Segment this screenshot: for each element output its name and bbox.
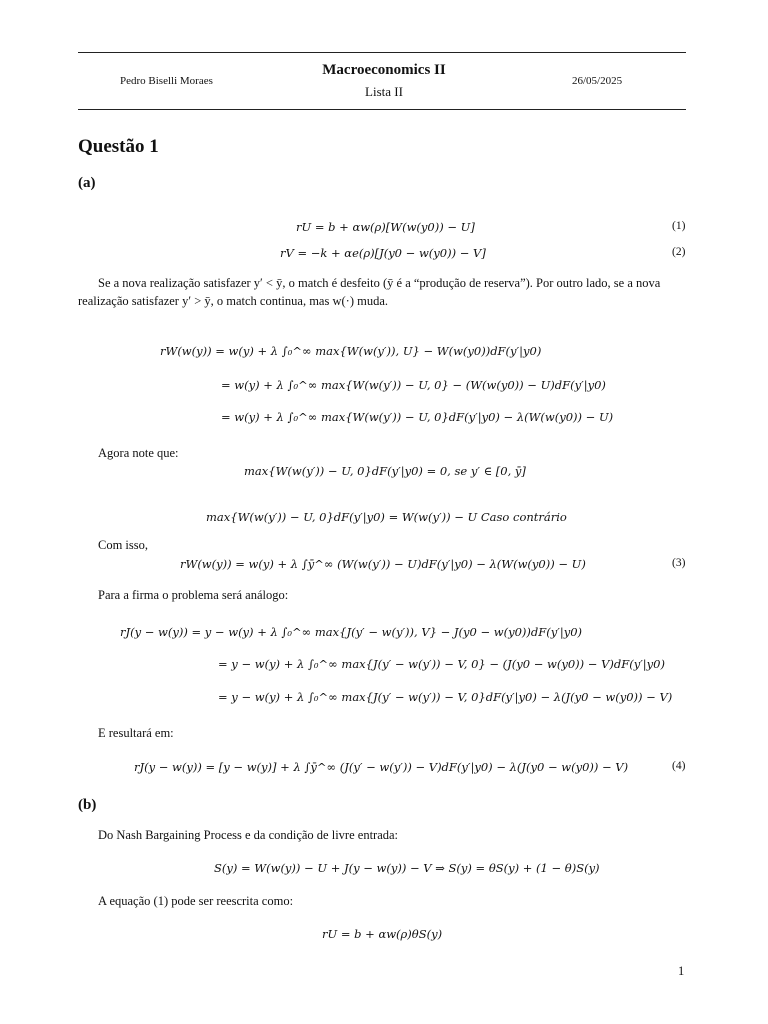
header-author: Pedro Biselli Moraes bbox=[120, 75, 213, 87]
equation-4: rJ(y − w(y)) = [y − w(y)] + λ ∫ȳ^∞ (J(y′ − w(y′)) − V)dF(y′|y0) − λ(J(y0 − w(y0)) − V) bbox=[134, 760, 629, 774]
j-equation-line-3: = y − w(y) + λ ∫₀^∞ max{J(y′ − w(y′)) − V, 0}dF(y′|y0) − λ(J(y0 − w(y0)) − V) bbox=[218, 690, 673, 704]
j-equation-line-1: rJ(y − w(y)) = y − w(y) + λ ∫₀^∞ max{J(y′ − w(y′)), V} − J(y0 − w(y0))dF(y′|y0) bbox=[120, 625, 582, 639]
w-equation-line-3: = w(y) + λ ∫₀^∞ max{W(w(y′)) − U, 0}dF(y′|y0) − λ(W(w(y0)) − U) bbox=[221, 410, 614, 424]
section-title: Questão 1 bbox=[78, 136, 159, 157]
nash-text: Do Nash Bargaining Process e da condição de livre entrada: bbox=[98, 828, 399, 842]
resultara-text: E resultará em: bbox=[98, 726, 174, 740]
nash-equation: S(y) = W(w(y)) − U + J(y − w(y)) − V ⇒ S(y) = θS(y) + (1 − θ)S(y) bbox=[214, 861, 600, 875]
note-text: Agora note que: bbox=[98, 446, 179, 460]
j-equation-line-2: = y − w(y) + λ ∫₀^∞ max{J(y′ − w(y′)) − V, 0} − (J(y0 − w(y0)) − V)dF(y′|y0) bbox=[218, 657, 665, 671]
w-equation-line-2: = w(y) + λ ∫₀^∞ max{W(w(y′)) − U, 0} − (W(w(y0)) − U)dF(y′|y0) bbox=[221, 378, 606, 392]
page-number: 1 bbox=[678, 964, 685, 978]
firm-text: Para a firma o problema será análogo: bbox=[98, 588, 289, 602]
note-equation-2: max{W(w(y′)) − U, 0}dF(y′|y0) = W(w(y′)) − U Caso contrário bbox=[206, 510, 567, 524]
equation-3-number: (3) bbox=[672, 557, 686, 569]
equation-4-number: (4) bbox=[672, 760, 686, 772]
w-equation-line-1: rW(w(y)) = w(y) + λ ∫₀^∞ max{W(w(y′)), U} − W(w(y0))dF(y′|y0) bbox=[160, 344, 542, 358]
paragraph-line-2: realização satisfazer y′ > ȳ, o match continua, mas w(·) muda. bbox=[78, 294, 389, 308]
equation-2-number: (2) bbox=[672, 246, 686, 258]
equation-3: rW(w(y)) = w(y) + λ ∫ȳ^∞ (W(w(y′)) − U)dF(y′|y0) − λ(W(w(y0)) − U) bbox=[180, 557, 586, 571]
rewrite-text: A equação (1) pode ser reescrita como: bbox=[98, 894, 294, 908]
note-equation-1: max{W(w(y′)) − U, 0}dF(y′|y0) = 0, se y′ ∈ [0, ȳ] bbox=[244, 464, 526, 478]
header-title: Macroeconomics II bbox=[322, 62, 446, 78]
header-date: 26/05/2025 bbox=[572, 75, 623, 87]
part-b-heading: (b) bbox=[78, 797, 97, 813]
com-isso-text: Com isso, bbox=[98, 538, 149, 552]
header-bottom-rule bbox=[78, 109, 686, 110]
paragraph-line-1: Se a nova realização satisfazer y′ < ȳ, o match é desfeito (ȳ é a “produção de reserva”). Por outro lado, se a nova bbox=[98, 276, 661, 290]
header-subtitle: Lista II bbox=[365, 84, 403, 99]
part-a-heading: (a) bbox=[78, 175, 96, 191]
rewrite-equation: rU = b + αw(ρ)θS(y) bbox=[322, 927, 443, 941]
header-top-rule bbox=[78, 52, 686, 53]
equation-2: rV = −k + αe(ρ)[J(y0 − w(y0)) − V] bbox=[280, 246, 486, 260]
equation-1: rU = b + αw(ρ)[W(w(y0)) − U] bbox=[296, 220, 475, 234]
equation-1-number: (1) bbox=[672, 220, 686, 232]
